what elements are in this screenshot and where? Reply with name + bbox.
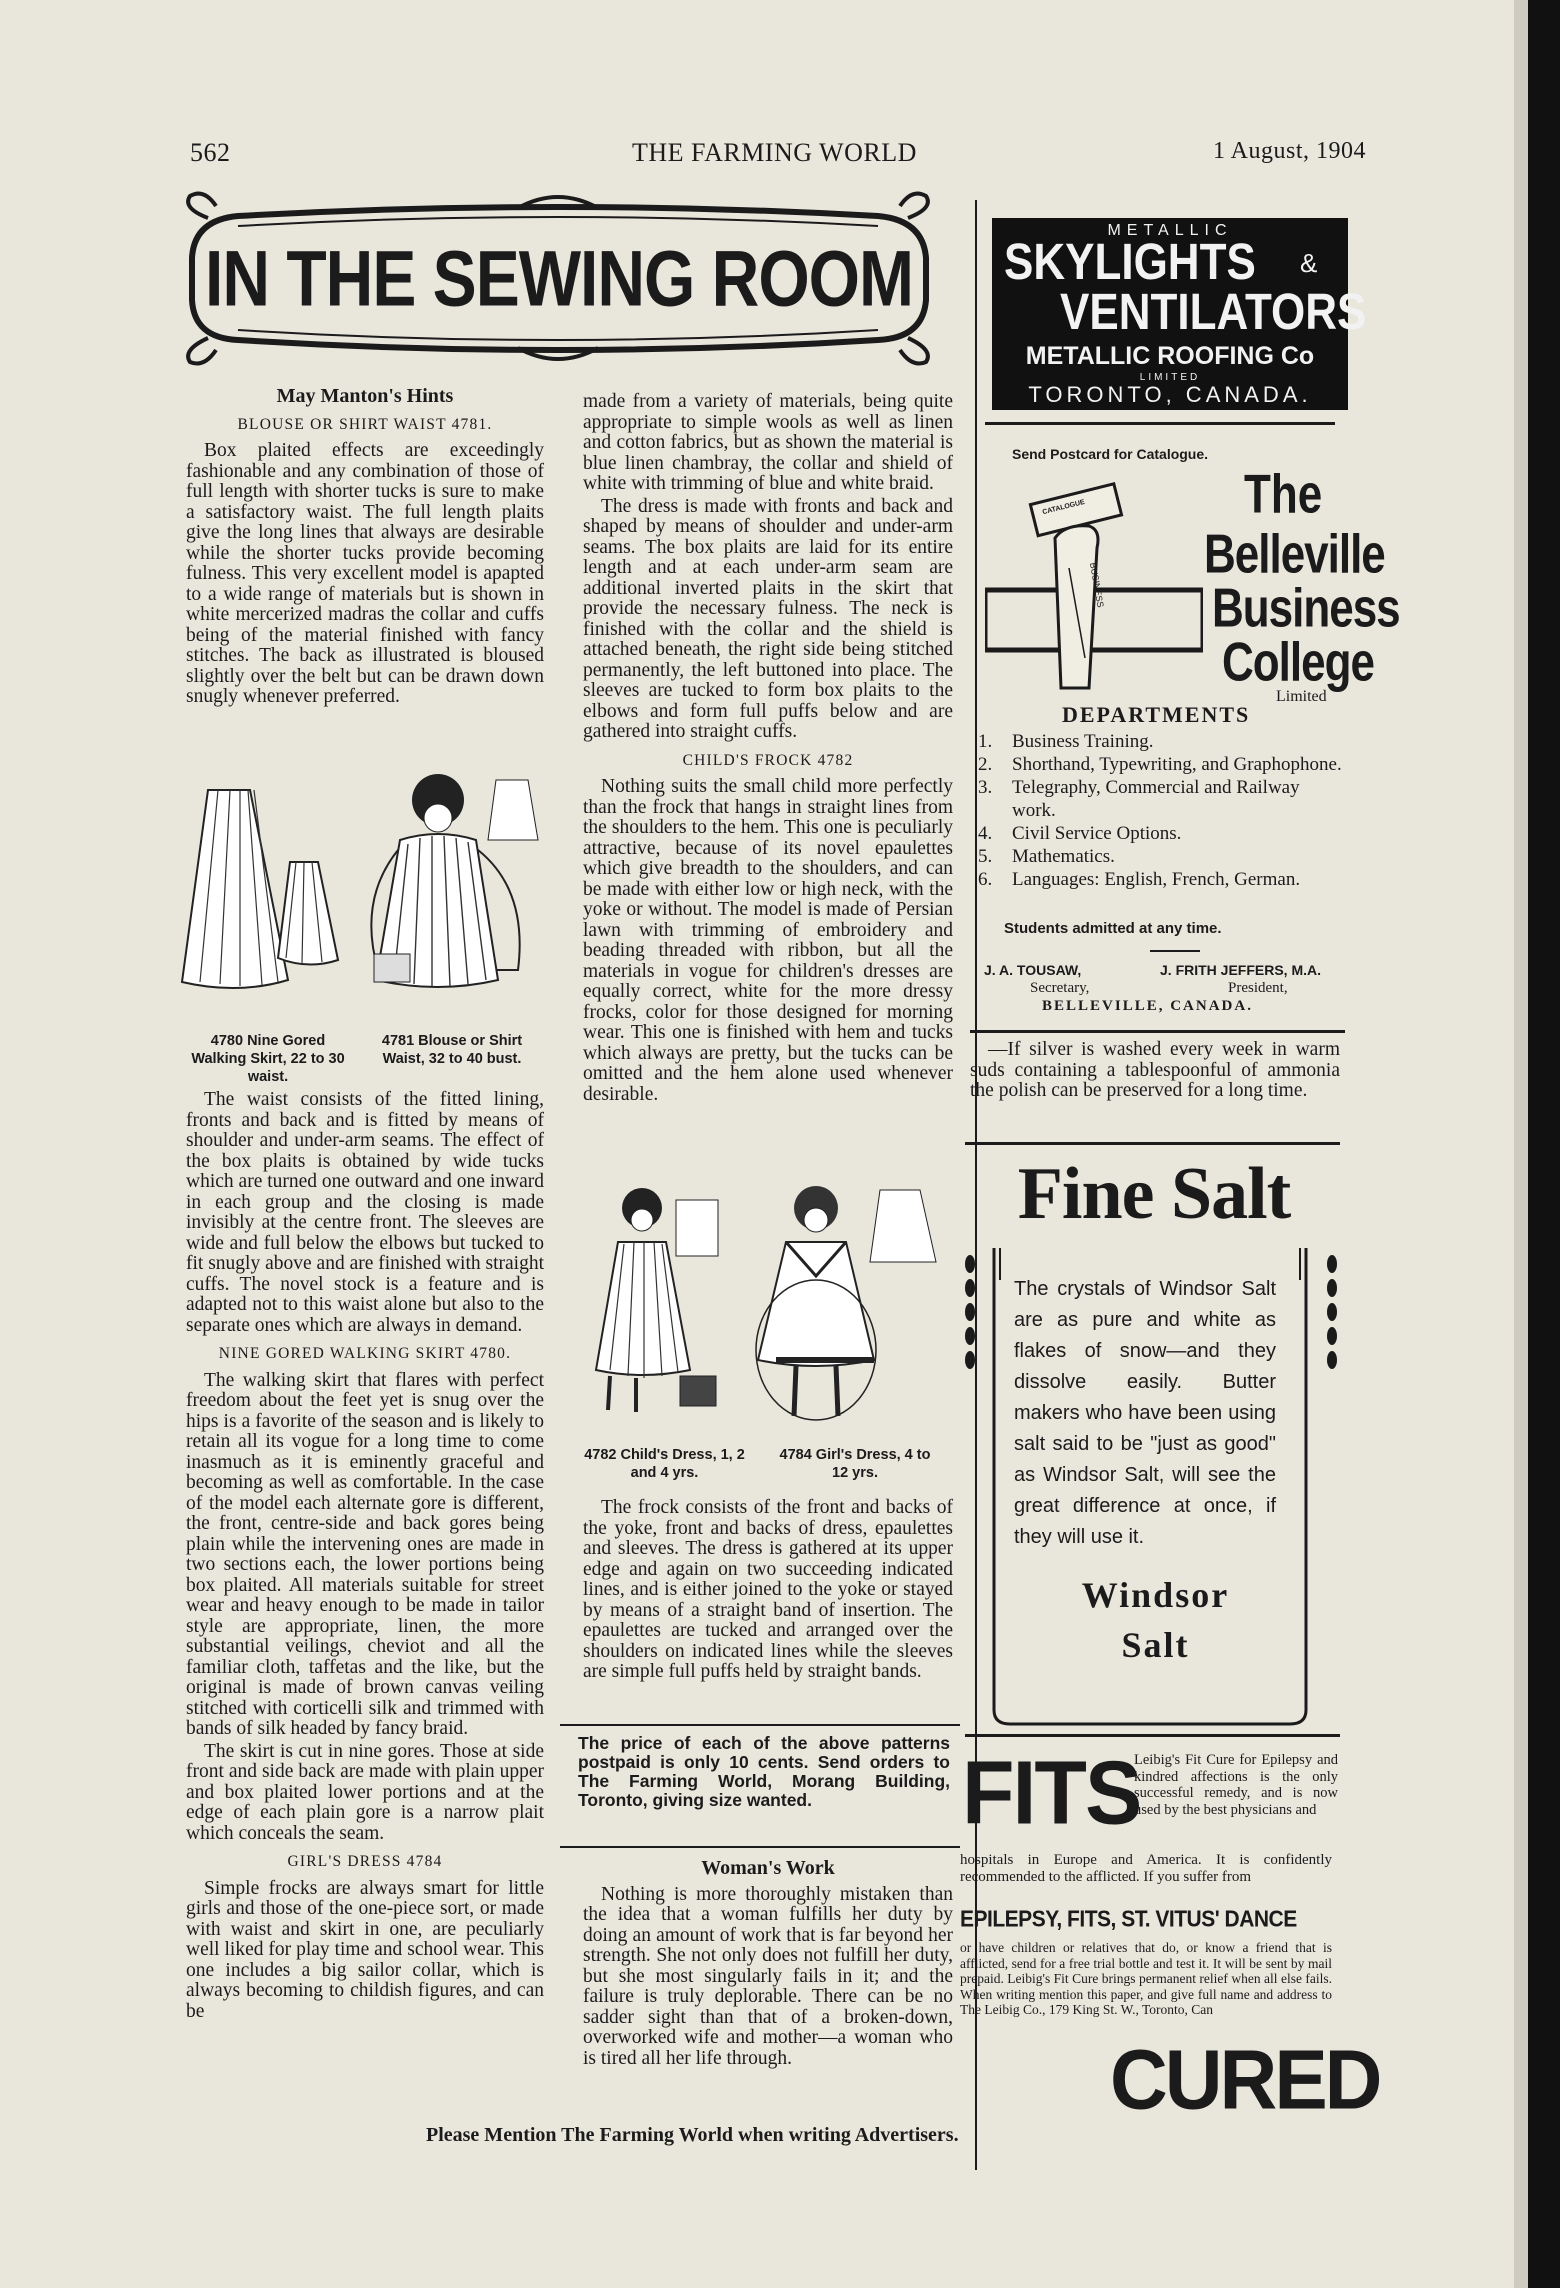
hints-heading: May Manton's Hints <box>276 385 454 407</box>
para-materials: made from a variety of materials, being quite appropriate to simple wools as well as linen and cotton fabrics, but as shown the material is blue linen chambray, the collar and shield of white with trimming of blue and white braid. <box>583 391 953 494</box>
college-departments-heading: DEPARTMENTS <box>1062 702 1251 727</box>
ad-divider-3 <box>965 1142 1340 1145</box>
caption-childs-dress-4782: 4782 Child's Dress, 1, 2 and 4 yrs. <box>584 1447 745 1481</box>
department-item: 6. Languages: English, French, German. <box>978 869 1301 890</box>
salt-brand-windsor: Windsor <box>1081 1575 1230 1615</box>
banner-frame <box>178 188 940 368</box>
figure-skirt-blouse <box>178 770 548 1030</box>
price-rule-top <box>560 1724 960 1726</box>
para-frock-consists: The frock consists of the front and backs of the yoke, front and backs of dress, epaulettes and sleeves. The dress is gathered at its upper edge and again on two succeeding indicated lines, and is either joined to the yoke or stayed by means of a straight band of insertion. The epaulettes are tucked and arranged over the shoulders on indicated lines while the sleeves are simple full puffs held by straight bands. <box>583 1497 953 1682</box>
issue-date: 1 August, 1904 <box>1213 138 1367 164</box>
department-item: 5. Mathematics. <box>978 846 1115 867</box>
price-rule-bottom <box>560 1846 960 1848</box>
para-girls-dress: Simple frocks are always smart for little girls and those of the one-piece sort, or made with waist and skirt in one, are peculiarly well liked for play time and school wear. This one includes a big sailor collar, which is always becoming to childish figures, and can be <box>186 1877 544 2022</box>
silver-note: —If silver is washed every week in warm suds containing a tablespoonful of ammonia the polish can be preserved for a long time. <box>970 1039 1340 1101</box>
skylights-word: SKYLIGHTS <box>1004 234 1256 291</box>
ad-divider-2 <box>970 1030 1345 1033</box>
college-name-3: College <box>1222 631 1374 693</box>
department-item: 3. Telegraphy, Commercial and Railway work. <box>978 777 1300 821</box>
ad-divider-1 <box>985 422 1335 425</box>
college-name-1: Belleville <box>1204 523 1385 585</box>
para-blouse-intro: Box plaited effects are exceedingly fashionable and any combination of those of full length with shorter tucks is sure to make a satisfactory waist. The full length plaits give the long lines that always are desirable while the shorter tucks provide becoming fulness. This very excellent model is apapted to a wide range of materials but is shown in white mercerized madras the collar and cuffs being of the material finished with fancy stitches. The back as illustrated is bloused slightly over the belt but can be drawn down snugly whenever preferred. <box>186 440 544 707</box>
fits-title: FITS <box>962 1742 1141 1844</box>
fits-body-2: or have children or relatives that do, or know a friend that is afflicted, send for a free trial bottle and test it. It will be sent by mail prepaid. Leibig's Fit Cure brings permanent relief when all else fails. When writing mention this paper, and give full name and address to The Leibig Co., 179 King St. W., Toronto, Can <box>960 1940 1332 2017</box>
page-gutter <box>1514 0 1528 2288</box>
skylights-company: METALLIC ROOFING Co <box>1025 342 1315 370</box>
department-item: 1. Business Training. <box>978 731 1154 752</box>
subhead-girls-dress: GIRL'S DRESS 4784 <box>287 1853 443 1870</box>
college-postcard-line: Send Postcard for Catalogue. <box>1012 446 1209 462</box>
college-secretary-title: Secretary, <box>1030 980 1090 996</box>
column-2 <box>583 392 953 1107</box>
fits-ailments: EPILEPSY, FITS, ST. VITUS' DANCE <box>960 1906 1297 1933</box>
silver-note-section <box>970 1040 1340 1104</box>
college-name-2: Business <box>1212 577 1400 639</box>
college-address: BELLEVILLE, CANADA. <box>1042 998 1253 1014</box>
skylights-limited: LIMITED <box>1139 372 1201 383</box>
salt-brand-salt: Salt <box>1121 1625 1190 1665</box>
caption-skirt-4780: 4780 Nine Gored Walking Skirt, 22 to 30 waist. <box>191 1033 345 1085</box>
womans-work-section <box>583 1858 953 2071</box>
college-students-note: Students admitted at any time. <box>1004 920 1222 937</box>
publication-title: THE FARMING WORLD <box>632 138 917 167</box>
para-childs-frock: Nothing suits the small child more perfectly than the frock that hangs in straight lines from the shoulders to the hem. This one is peculiarly attractive, because of its novel epaulettes which give breadth to the shoulders, and can be made with either low or high neck, with the yoke or without. The model is made of Persian lawn with trimming of embroidery and beading threaded with ribbon, but all the materials in vogue for children's dresses are equally correct, white for the more dressy frocks, color for those designed for morning wear. This one is finished with hem and tucks which always are pretty, but the tucks can be omitted and the hem alone used whenever desirable. <box>583 776 953 1105</box>
page-number: 562 <box>190 138 231 167</box>
salt-body: The crystals of Windsor Salt are as pure and white as flakes of snow—and they dissolve easily. Butter makers who have been using salt said to be "just as good" as Windsor Salt, will see the great difference at once, if they will use it. <box>1014 1278 1276 1548</box>
fits-cured: CURED <box>1110 2032 1380 2127</box>
college-president-name: J. FRITH JEFFERS, M.A. <box>1160 962 1322 978</box>
childrens-dresses-illustration <box>580 1180 950 1440</box>
para-skirt-gores: The skirt is cut in nine gores. Those at side front and side back are made with plain upper and box plaited lower portions and at the edge of each plain gore is a narrow plait which conceals the seam. <box>186 1740 544 1844</box>
college-departments-list <box>978 730 1348 891</box>
salt-title: Fine Salt <box>1017 1153 1291 1235</box>
page-edge-shadow <box>1528 0 1560 2288</box>
para-waist: The waist consists of the fitted lining, fronts and back and is fitted by means of shoulder and under-arm seams. The effect of the box plaits is obtained by wide tucks which are turned one outward and one inward in each group and the closing is made invisibly at the centre front. The sleeves are wide and full below the elbows but tucked to fit snugly above and are finished with straight cuffs. The novel stock is a feature and is adapted not to this waist alone but also to the separate ones which are always in demand. <box>186 1089 544 1336</box>
skylights-city: TORONTO, CANADA. <box>1028 382 1312 407</box>
college-limited: Limited <box>1276 688 1327 705</box>
ventilators-word: VENTILATORS <box>1060 284 1367 341</box>
department-item: 2. Shorthand, Typewriting, and Graphophone. <box>978 754 1342 775</box>
fits-side-text: Leibig's Fit Cure for Epilepsy and kindred affections is the only successful remedy, and is now used by the best physicians and <box>1134 1752 1338 1818</box>
skirt-blouse-illustration <box>178 770 548 1030</box>
womans-work-heading: Woman's Work <box>701 1857 835 1879</box>
arm-sleeve-label: BUSINESS <box>1087 561 1106 609</box>
college-short-rule <box>1150 950 1200 952</box>
para-dress-made: The dress is made with fronts and back and shaped by means of shoulder and under-arm seams. The box plaits are laid for its entire length and at each under-arm seam are additional inverted plaits in the skirt that provide the necessary fulness. The neck is finished with the collar and the shield is attached beneath, the right side being stitched permanently, the left buttoned into place. The sleeves are tucked to form box plaits to the elbows and form full puffs below and are gathered into straight cuffs. <box>583 495 953 742</box>
column-2-continued <box>583 1498 953 1685</box>
skylights-metallic: METALLIC <box>1107 222 1233 239</box>
college-secretary-name: J. A. TOUSAW, <box>984 962 1082 978</box>
figure-childrens-dresses <box>580 1180 950 1440</box>
page-footer: Please Mention The Farming World when writing Advertisers. <box>426 2124 959 2146</box>
column-1-continued <box>186 1090 544 2024</box>
price-note: The price of each of the above patterns postpaid is only 10 cents. Send orders to The Farming World, Morang Building, Toronto, giving size wanted. <box>578 1733 950 1810</box>
ad-divider-4 <box>965 1734 1340 1737</box>
college-president-title: President, <box>1228 980 1288 996</box>
fits-body: hospitals in Europe and America. It is confidently recommended to the afflicted. If you suffer from <box>960 1852 1332 1885</box>
department-item: 4. Civil Service Options. <box>978 823 1182 844</box>
caption-blouse-4781: 4781 Blouse or Shirt Waist, 32 to 40 bust. <box>381 1033 523 1067</box>
catalogue-book-label: CATALOGUE <box>1041 498 1086 517</box>
caption-girls-dress-4784: 4784 Girl's Dress, 4 to 12 yrs. <box>779 1447 931 1481</box>
para-womans-work: Nothing is more thoroughly mistaken than the idea that a woman fulfills her duty by doing an amount of work that is far beyond her strength. She not only does not fulfill her duty, but she most singularly fails in it; and the failure is truly deplorable. There can be no sadder sight than that of a broken-down, overworked wife and mother—a woman who is tired all her life through. <box>583 1883 953 2069</box>
para-skirt: The walking skirt that flares with perfect freedom about the feet yet is snug over the hips is a favorite of the season and is likely to retain all its vogue for a long time to come inasmuch as it is eminently graceful and becoming as well as comfortable. In the case of the model each alternate gore is different, the front, centre-side and back gores being plain while the intervening ones are made in two sections each, the lower portions being box plaited. All materials suitable for street wear and heavy enough to be made in tailor style are appropriate, linen, the more substantial veilings, cheviot and all the familiar cloth, taffetas and the like, but the original is made of brown canvas veiling stitched with corticelli silk and trimmed with bands of silk headed by fancy braid. <box>186 1369 544 1739</box>
subhead-blouse: BLOUSE OR SHIRT WAIST 4781. <box>237 415 493 433</box>
ad-skylights <box>992 218 1367 410</box>
college-the: The <box>1244 463 1323 525</box>
subhead-childs-frock: CHILD'S FROCK 4782 <box>682 751 854 769</box>
skylights-amp: & <box>1300 248 1318 278</box>
banner-title: IN THE SEWING ROOM <box>205 233 913 323</box>
subhead-skirt: NINE GORED WALKING SKIRT 4780. <box>218 1345 512 1362</box>
column-1 <box>186 386 544 710</box>
